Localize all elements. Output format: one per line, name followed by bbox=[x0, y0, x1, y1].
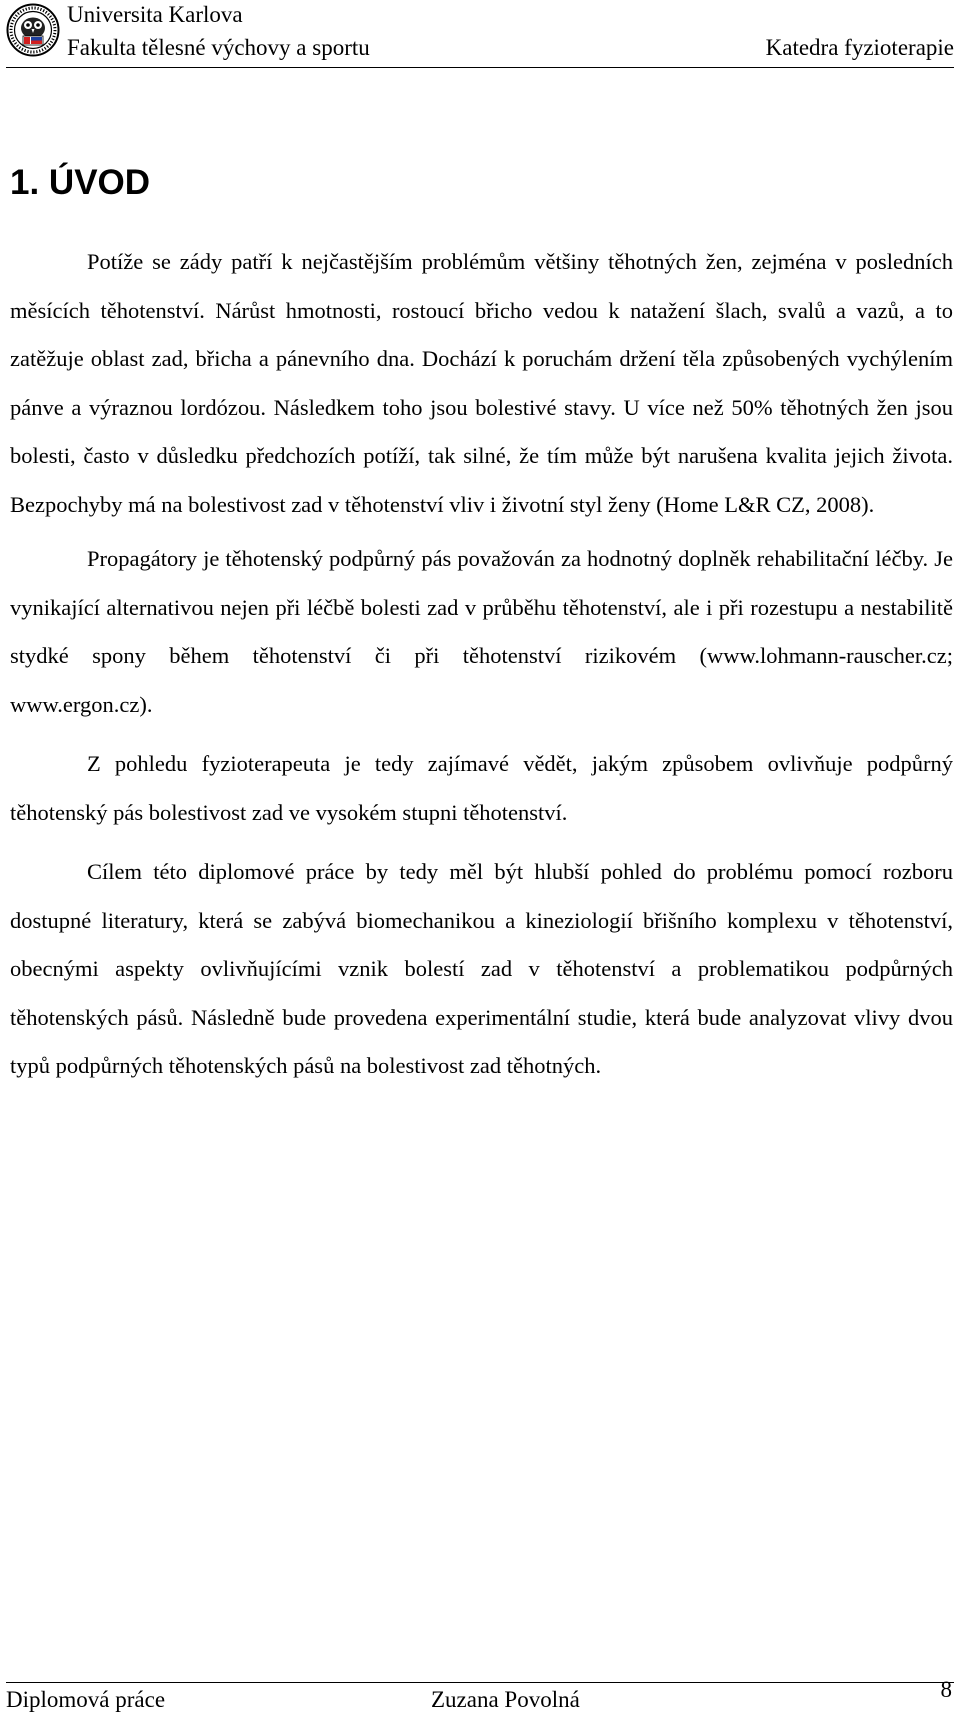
chapter-title: 1. ÚVOD bbox=[10, 163, 151, 202]
paragraph-2: Propagátory je těhotenský podpůrný pás považován za hodnotný doplněk rehabilitační léčby. Je vynikající alternativou nejen při léčbě bolesti zad v průběhu těhotenství, ale i při rozestupu a nestabilitě stydké spony během těhotenství či při těhotenství rizikovém (www.lohmann-rauscher.cz; www.ergon.cz). bbox=[10, 546, 953, 717]
header-divider bbox=[6, 67, 954, 68]
paragraph-4: Cílem této diplomové práce by tedy měl být hlubší pohled do problému pomocí rozboru dostupné literatury, která se zabývá biomechanikou a kineziologií břišního komplexu v těhotenství, obecnými aspekty ovlivňujícími vznik bolestí zad v těhotenství a problematikou podpůrných těhotenských pásů. Následně bude provedena experimentální studie, která bude analyzovat vlivy dvou typů podpůrných těhotenských pásů na bolestivost zad těhotných. bbox=[10, 859, 953, 1078]
chapter-body bbox=[10, 238, 953, 1091]
page-number: 8 bbox=[940, 1677, 952, 1702]
department-name: Katedra fyzioterapie bbox=[765, 35, 954, 60]
footer-document-type: Diplomová práce bbox=[6, 1687, 166, 1712]
university-name: Universita Karlova bbox=[67, 2, 243, 27]
paragraph-1: Potíže se zády patří k nejčastějším problémům většiny těhotných žen, zejména v posledních měsících těhotenství. Nárůst hmotnosti, rostoucí břicho vedou k natažení šlach, svalů a vazů, a to zatěžuje oblast zad, břicha a pánevního dna. Dochází k poruchám držení těla způsobených vychýlením pánve a výraznou lordózou. Následkem toho jsou bolestivé stavy. U více než 50% těhotných žen jsou bolesti, často v důsledku předchozích potíží, tak silné, že tím může být narušena kvalita jejich života. Bezpochyby má na bolestivost zad v těhotenství vliv i životní styl ženy (Home L&R CZ, 2008). bbox=[10, 249, 953, 517]
university-seal-icon bbox=[6, 3, 60, 57]
footer-author: Zuzana Povolná bbox=[431, 1687, 580, 1712]
footer-divider bbox=[6, 1682, 954, 1683]
paragraph-3: Z pohledu fyzioterapeuta je tedy zajímavé vědět, jakým způsobem ovlivňuje podpůrný těhotenský pás bolestivost zad ve vysokém stupni těhotenství. bbox=[10, 751, 953, 825]
page-header bbox=[0, 0, 960, 70]
faculty-name: Fakulta tělesné výchovy a sportu bbox=[67, 35, 370, 60]
